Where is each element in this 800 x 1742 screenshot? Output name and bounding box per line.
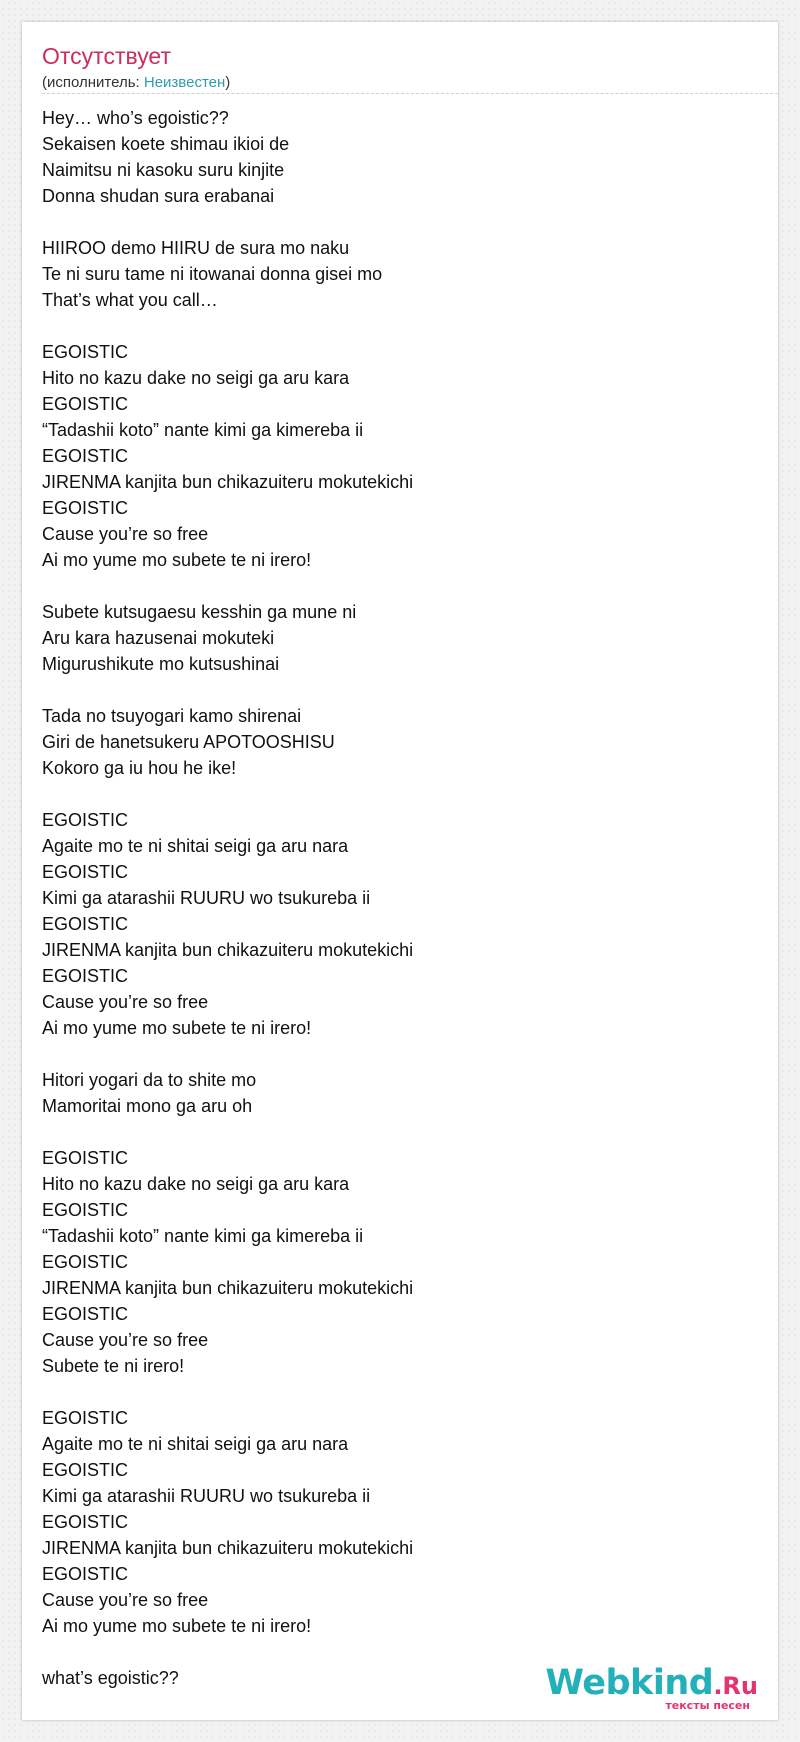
lyric-line: Kokoro ga iu hou he ike! xyxy=(42,758,237,778)
lyrics-card xyxy=(22,22,778,1720)
lyric-line: EGOISTIC xyxy=(42,394,129,414)
lyric-line: Te ni suru tame ni itowanai donna gisei mo xyxy=(42,264,383,284)
lyric-line: Kimi ga atarashii RUURU wo tsukureba ii xyxy=(42,888,371,908)
lyric-blank-line xyxy=(42,677,762,703)
lyric-line: EGOISTIC xyxy=(42,1564,129,1584)
lyric-line: JIRENMA kanjita bun chikazuiteru mokutekichi xyxy=(42,472,414,492)
lyric-line: Subete te ni irero! xyxy=(42,1356,185,1376)
lyric-line: EGOISTIC xyxy=(42,498,129,518)
artist-prefix: (исполнитель: xyxy=(42,74,144,91)
lyric-line: Cause you’re so free xyxy=(42,1330,209,1350)
lyric-line: That’s what you call… xyxy=(42,290,218,310)
lyric-blank-line xyxy=(42,313,762,339)
lyric-line: EGOISTIC xyxy=(42,446,129,466)
lyric-line: JIRENMA kanjita bun chikazuiteru mokutekichi xyxy=(42,940,414,960)
title-divider xyxy=(42,93,778,94)
lyric-line: EGOISTIC xyxy=(42,1200,129,1220)
lyrics-body xyxy=(42,105,762,1691)
lyric-blank-line xyxy=(42,1639,762,1665)
lyric-line: EGOISTIC xyxy=(42,1460,129,1480)
lyric-line: Aru kara hazusenai mokuteki xyxy=(42,628,275,648)
artist-link[interactable]: Неизвестен xyxy=(143,74,226,91)
lyric-line: Hito no kazu dake no seigi ga aru kara xyxy=(42,1174,350,1194)
lyric-line: Ai mo yume mo subete te ni irero! xyxy=(42,550,312,570)
lyric-line: Sekaisen koete shimau ikioi de xyxy=(42,134,290,154)
lyric-line: Cause you’re so free xyxy=(42,524,209,544)
lyric-line: EGOISTIC xyxy=(42,1304,129,1324)
lyric-line: Mamoritai mono ga aru oh xyxy=(42,1096,253,1116)
artist-suffix: ) xyxy=(225,74,231,91)
lyric-blank-line xyxy=(42,209,762,235)
site-logo[interactable] xyxy=(545,1665,758,1712)
lyric-blank-line xyxy=(42,1041,762,1067)
lyric-line: EGOISTIC xyxy=(42,862,129,882)
lyric-line: EGOISTIC xyxy=(42,1512,129,1532)
lyric-line: EGOISTIC xyxy=(42,1408,129,1428)
logo-tagline: тексты песен xyxy=(665,1699,750,1712)
lyric-line: Giri de hanetsukeru APOTOOSHISU xyxy=(42,732,335,752)
lyric-blank-line xyxy=(42,1379,762,1405)
lyric-line: EGOISTIC xyxy=(42,1252,129,1272)
lyric-line: HIIROO demo HIIRU de sura mo naku xyxy=(42,238,350,258)
lyric-line: “Tadashii koto” nante kimi ga kimereba ii xyxy=(42,420,364,440)
lyric-line: EGOISTIC xyxy=(42,966,129,986)
lyric-line: EGOISTIC xyxy=(42,1148,129,1168)
artist-line xyxy=(42,73,230,93)
lyric-line: EGOISTIC xyxy=(42,914,129,934)
lyric-line: JIRENMA kanjita bun chikazuiteru mokutekichi xyxy=(42,1538,414,1558)
logo-name: Webkind xyxy=(545,1663,714,1703)
lyric-line: Kimi ga atarashii RUURU wo tsukureba ii xyxy=(42,1486,371,1506)
lyric-blank-line xyxy=(42,1119,762,1145)
lyric-line: Cause you’re so free xyxy=(42,992,209,1012)
lyric-line: Naimitsu ni kasoku suru kinjite xyxy=(42,160,285,180)
logo-tld: .Ru xyxy=(713,1672,758,1700)
lyric-line: “Tadashii koto” nante kimi ga kimereba ii xyxy=(42,1226,364,1246)
lyric-line: Hito no kazu dake no seigi ga aru kara xyxy=(42,368,350,388)
lyric-line: Hitori yogari da to shite mo xyxy=(42,1070,257,1090)
lyric-line: Subete kutsugaesu kesshin ga mune ni xyxy=(42,602,357,622)
song-title: Отсутствует xyxy=(42,43,171,69)
lyric-line: Hey… who’s egoistic?? xyxy=(42,108,229,128)
lyric-blank-line xyxy=(42,573,762,599)
lyric-line: Agaite mo te ni shitai seigi ga aru nara xyxy=(42,836,349,856)
lyric-line: Ai mo yume mo subete te ni irero! xyxy=(42,1616,312,1636)
lyric-line: JIRENMA kanjita bun chikazuiteru mokutekichi xyxy=(42,1278,414,1298)
lyric-line: Cause you’re so free xyxy=(42,1590,209,1610)
lyric-line: EGOISTIC xyxy=(42,342,129,362)
lyric-line: Donna shudan sura erabanai xyxy=(42,186,275,206)
lyric-line: what’s egoistic?? xyxy=(42,1668,179,1688)
lyric-line: Ai mo yume mo subete te ni irero! xyxy=(42,1018,312,1038)
lyric-line: EGOISTIC xyxy=(42,810,129,830)
lyric-blank-line xyxy=(42,781,762,807)
lyric-line: Tada no tsuyogari kamo shirenai xyxy=(42,706,302,726)
lyric-line: Agaite mo te ni shitai seigi ga aru nara xyxy=(42,1434,349,1454)
lyric-line: Migurushikute mo kutsushinai xyxy=(42,654,280,674)
